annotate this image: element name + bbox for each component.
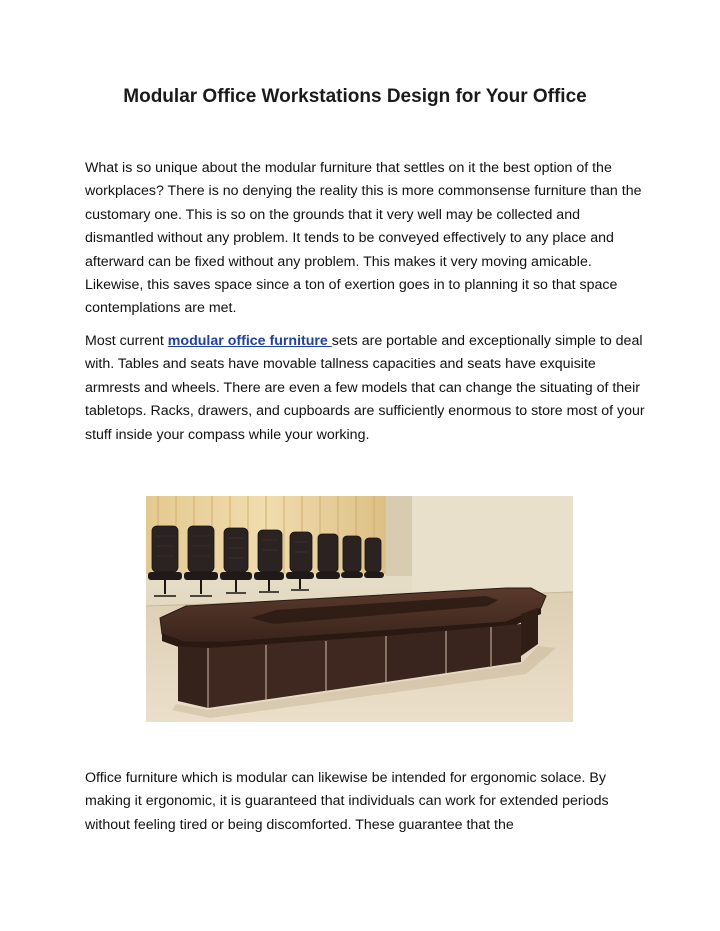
paragraph-text-after-link: sets are portable and exceptionally simple to deal with. Tables and seats have movable tallness capacities and seats have exquisite armrests and wheels. There are even a few models that can change the situating of their tabletops. Racks, drawers, and cupboards are sufficiently enormous to store most of your stuff inside your compass while your working. xyxy=(85,333,645,443)
paragraph-text-before-link: Most current xyxy=(85,333,168,349)
paragraph-intro: What is so unique about the modular furniture that settles on it the best option of the workplaces? There is no denying the reality this is more commonsense furniture than the customary one. This is so on the grounds that it very well may be collected and dismantled without any problem. It tends to be conveyed effectively to any place and afterward can be fixed without any problem. This makes it very moving amicable. Likewise, this saves space since a ton of exertion goes in to planning it so that space contemplations are met. xyxy=(85,160,642,317)
paragraph-ergonomic: Office furniture which is modular can likewise be intended for ergonomic solace. By making it ergonomic, it is guaranteed that individuals can work for extended periods without feeling tired or being discomforted. These guarantee that the xyxy=(85,770,609,833)
paragraph-modular-sets xyxy=(85,330,645,447)
page-title: Modular Office Workstations Design for Your Office xyxy=(123,86,587,107)
conference-room-photo xyxy=(146,496,573,722)
modular-office-furniture-link[interactable]: modular office furniture xyxy=(167,333,332,349)
